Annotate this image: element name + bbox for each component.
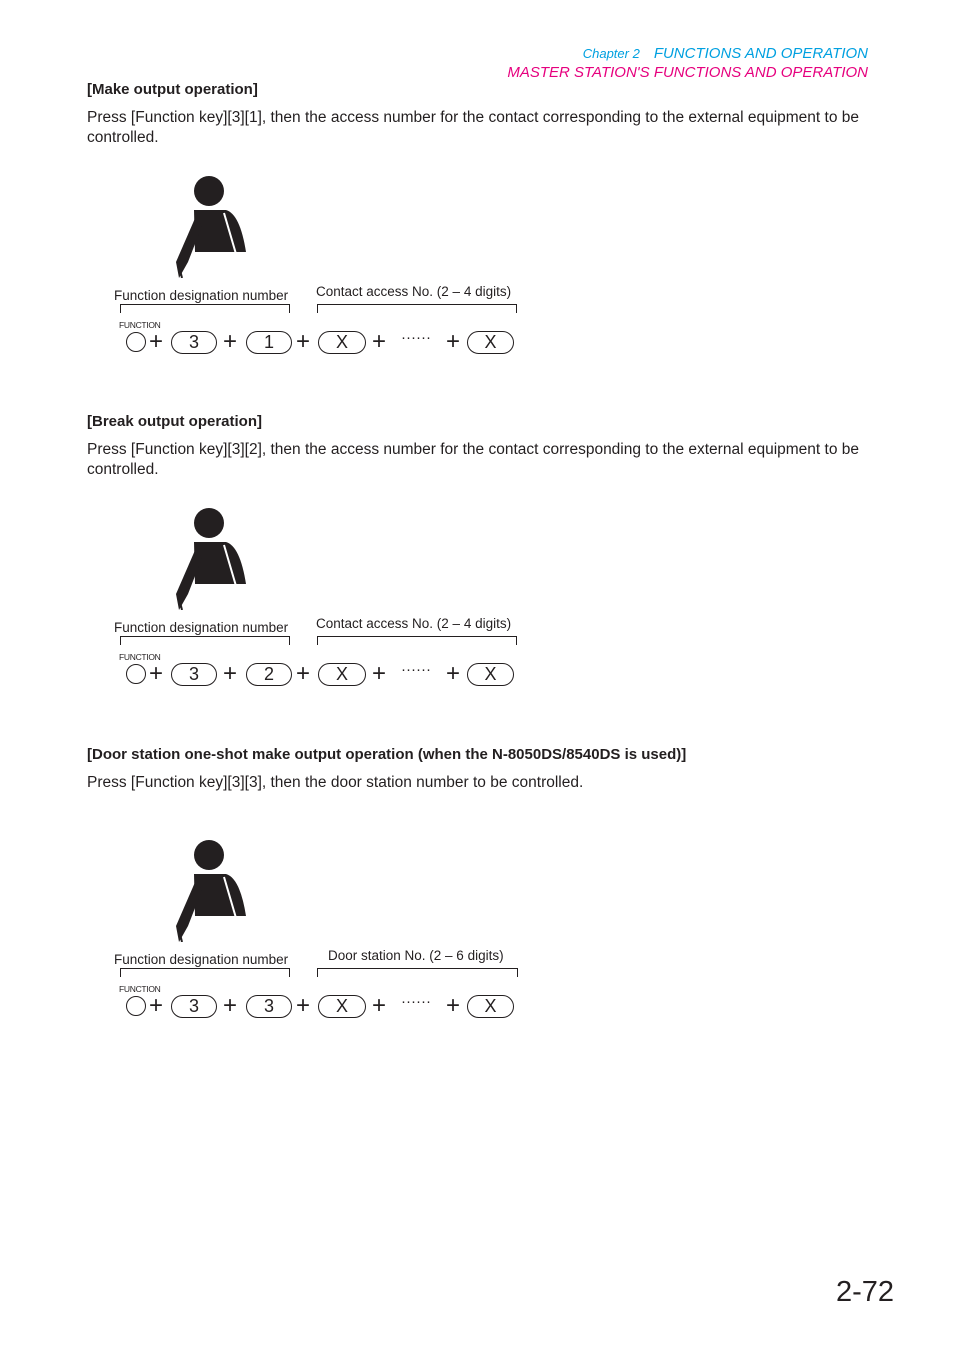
access-bracket [317, 304, 517, 313]
chapter-header [583, 44, 868, 63]
function-designation-label: Function designation number [114, 620, 289, 635]
plus-sign: + [149, 660, 164, 687]
function-key [126, 996, 146, 1016]
section-title-door-station-output: [Door station one-shot make output operation (when the N-8050DS/8540DS is used)] [87, 746, 687, 763]
plus-sign: + [223, 660, 238, 687]
plus-sign: + [446, 660, 461, 687]
key-3: X [318, 331, 366, 354]
plus-sign: + [223, 328, 238, 355]
page-number: 2-72 [835, 1276, 894, 1308]
operator-person-icon [170, 838, 252, 942]
key-2: 1 [246, 331, 292, 354]
plus-sign: + [296, 992, 311, 1019]
function-designation-label: Function designation number [114, 952, 289, 967]
access-bracket [317, 636, 517, 645]
operation-diagram-make-output [110, 174, 540, 374]
section-body-make-output: Press [Function key][3][1], then the access number for the contact corresponding to the external equipment to be controlled. [87, 109, 859, 146]
key-4: X [467, 995, 514, 1018]
chapter-title: FUNCTIONS AND OPERATION [653, 45, 868, 62]
key-2: 2 [246, 663, 292, 686]
key-sequence [110, 661, 540, 691]
key-4: X [467, 663, 514, 686]
key-2: 3 [246, 995, 292, 1018]
function-bracket [120, 968, 290, 977]
function-key-label: FUNCTION [119, 652, 161, 662]
plus-sign: + [372, 328, 387, 355]
section-body-door-station-output: Press [Function key][3][3], then the door station number to be controlled. [87, 774, 584, 791]
plus-sign: + [446, 328, 461, 355]
plus-sign: + [149, 328, 164, 355]
key-sequence [110, 329, 540, 359]
door-station-number-label: Door station No. (2 – 6 digits) [328, 948, 504, 963]
key-sequence [110, 993, 540, 1023]
function-bracket [120, 304, 290, 313]
key-1: 3 [171, 995, 217, 1018]
access-number-label: Contact access No. (2 – 4 digits) [316, 616, 512, 631]
plus-sign: + [296, 328, 311, 355]
operator-person-icon [170, 506, 252, 610]
key-3: X [318, 663, 366, 686]
door-station-bracket [317, 968, 518, 977]
operation-diagram-door-station-output [110, 838, 540, 1038]
key-4: X [467, 331, 514, 354]
operator-person-icon [170, 174, 252, 278]
access-number-label: Contact access No. (2 – 4 digits) [316, 284, 512, 299]
plus-sign: + [446, 992, 461, 1019]
chapter-label: Chapter 2 [582, 46, 640, 61]
ellipsis: ······ [401, 661, 431, 678]
function-designation-label: Function designation number [114, 288, 289, 303]
plus-sign: + [223, 992, 238, 1019]
plus-sign: + [296, 660, 311, 687]
plus-sign: + [372, 992, 387, 1019]
section-header: MASTER STATION'S FUNCTIONS AND OPERATION [507, 64, 868, 81]
function-key-label: FUNCTION [119, 984, 161, 994]
function-key-label: FUNCTION [119, 320, 161, 330]
function-key [126, 664, 146, 684]
section-body-break-output: Press [Function key][3][2], then the access number for the contact corresponding to the external equipment to be controlled. [87, 441, 859, 478]
plus-sign: + [149, 992, 164, 1019]
section-title-make-output: [Make output operation] [87, 81, 258, 98]
ellipsis: ······ [401, 993, 431, 1010]
key-3: X [318, 995, 366, 1018]
plus-sign: + [372, 660, 387, 687]
function-bracket [120, 636, 290, 645]
ellipsis: ······ [401, 329, 431, 346]
section-title-break-output: [Break output operation] [87, 413, 262, 430]
operation-diagram-break-output [110, 506, 540, 706]
key-1: 3 [171, 331, 217, 354]
key-1: 3 [171, 663, 217, 686]
function-key [126, 332, 146, 352]
